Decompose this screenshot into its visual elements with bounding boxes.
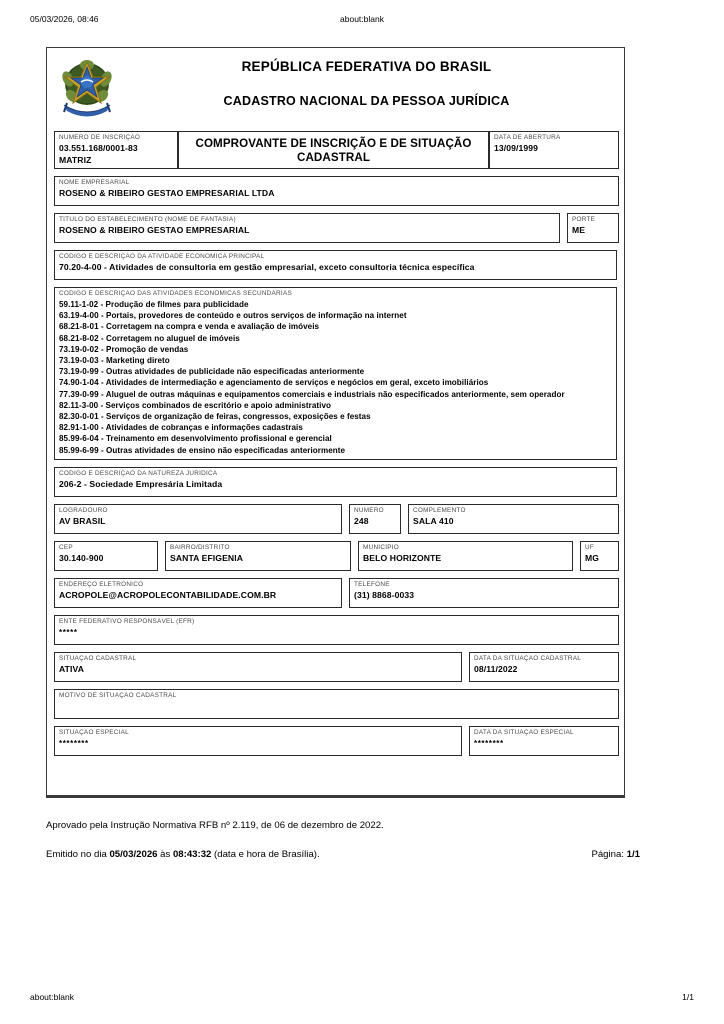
- situacao-cadastral-label: SITUAÇÃO CADASTRAL: [59, 654, 137, 662]
- atividade-secundaria-item: 82.30-0-01 - Serviços de organização de feiras, congressos, exposições e festas: [59, 412, 371, 422]
- efr-row: [54, 615, 617, 645]
- logradouro-value: AV BRASIL: [59, 515, 106, 526]
- municipio-label: MUNICÍPIO: [363, 543, 399, 551]
- data-situacao-especial-value: ********: [474, 738, 504, 748]
- field-complemento: [408, 504, 619, 534]
- atividade-principal-label: CÓDIGO E DESCRIÇÃO DA ATIVIDADE ECONÔMICA PRINCIPAL: [59, 253, 265, 260]
- natureza-juridica-value: 206-2 - Sociedade Empresária Limitada: [59, 478, 223, 489]
- legal-footer: [46, 820, 686, 863]
- nome-fantasia-value: ROSENO & RIBEIRO GESTAO EMPRESARIAL: [59, 225, 250, 235]
- atividade-secundaria-item: 73.19-0-02 - Promoção de vendas: [59, 344, 189, 354]
- situacao-cadastral-value: ATIVA: [59, 663, 85, 674]
- field-endereco-eletronico: [54, 578, 342, 608]
- issued-date: 05/03/2026: [109, 849, 158, 860]
- atividade-secundaria-item: 59.11-1-02 - Produção de filmes para publicidade: [59, 300, 249, 309]
- browser-print-header: [0, 14, 724, 28]
- issued-line: [46, 849, 686, 863]
- complemento-value: SALA 410: [413, 515, 454, 526]
- cep-row: [54, 541, 617, 571]
- atividades-secundarias-list: [59, 299, 612, 456]
- nome-empresarial-value: ROSENO & RIBEIRO GESTAO EMPRESARIAL LTDA: [59, 188, 275, 198]
- municipio-value: BELO HORIZONTE: [363, 552, 442, 563]
- logradouro-label: LOGRADOURO: [59, 506, 108, 514]
- uf-value: MG: [585, 552, 600, 563]
- page-value: 1/1: [626, 849, 640, 860]
- field-natureza-juridica: [54, 467, 617, 497]
- porte-value: ME: [572, 225, 586, 235]
- data-situacao-especial-label: DATA DA SITUAÇÃO ESPECIAL: [474, 728, 574, 736]
- motivo-situacao-label: MOTIVO DE SITUAÇÃO CADASTRAL: [59, 691, 177, 699]
- atividade-secundaria-item: 68.21-8-02 - Corretagem no aluguel de imóveis: [59, 333, 240, 343]
- numero-inscricao-value: 03.551.168/0001-83: [59, 143, 138, 153]
- natureza-juridica-row: [54, 467, 617, 497]
- brazil-coat-of-arms-icon: [61, 57, 113, 119]
- field-numero-endereco: [349, 504, 401, 534]
- atividade-secundaria-item: 74.90-1-04 - Atividades de intermediação e agenciamento de serviços e negócios em geral, exceto imobiliários: [59, 378, 489, 388]
- numero-inscricao-type: MATRIZ: [59, 155, 92, 165]
- page-label: Página:: [591, 849, 624, 860]
- nome-empresarial-row: [54, 176, 617, 206]
- issued-prefix: Emitido no dia: [46, 849, 107, 860]
- atividade-secundaria-item: 82.91-1-00 - Atividades de cobranças e informações cadastrais: [59, 423, 303, 433]
- field-municipio: [358, 541, 573, 571]
- atividades-secundarias-label: CÓDIGO E DESCRIÇÃO DAS ATIVIDADES ECONÔMICAS SECUNDÁRIAS: [59, 290, 292, 297]
- browser-print-footer: [0, 992, 724, 1006]
- field-logradouro: [54, 504, 342, 534]
- masthead-line-1: REPÚBLICA FEDERATIVA DO BRASIL: [241, 59, 492, 74]
- situacao-especial-value: ********: [59, 738, 89, 748]
- field-data-abertura: [489, 131, 619, 169]
- issued-time: 08:43:32: [172, 849, 212, 860]
- efr-label: ENTE FEDERATIVO RESPONSÁVEL (EFR): [59, 617, 195, 625]
- numero-endereco-label: NÚMERO: [354, 506, 384, 514]
- approval-text: Aprovado pela Instrução Normativa RFB nº 2.119, de 06 de dezembro de 2022.: [46, 820, 384, 831]
- complemento-label: COMPLEMENTO: [413, 506, 466, 514]
- cep-value: 30.140-900: [59, 552, 104, 563]
- contato-row: [54, 578, 617, 608]
- field-bairro: [165, 541, 351, 571]
- page-indicator: [591, 849, 640, 860]
- situacao-cadastral-row: [54, 652, 617, 682]
- nome-fantasia-row: [54, 213, 617, 243]
- field-data-situacao-especial: [469, 726, 619, 756]
- field-telefone: [349, 578, 619, 608]
- atividade-secundaria-item: 85.99-6-04 - Treinamento em desenvolvimento profissional e gerencial: [59, 434, 332, 444]
- situacao-especial-label: SITUAÇÃO ESPECIAL: [59, 728, 129, 736]
- uf-label: UF: [585, 543, 595, 551]
- efr-value: *****: [59, 627, 78, 637]
- header-row: [54, 131, 617, 169]
- field-situacao-especial: [54, 726, 462, 756]
- cep-label: CEP: [59, 543, 73, 551]
- endereco-eletronico-label: ENDEREÇO ELETRÔNICO: [59, 580, 144, 588]
- atividade-secundaria-item: 73.19-0-03 - Marketing direto: [59, 356, 170, 366]
- nome-empresarial-label: NOME EMPRESARIAL: [59, 179, 130, 186]
- field-nome-fantasia: [54, 213, 560, 243]
- field-situacao-cadastral: [54, 652, 462, 682]
- field-efr: [54, 615, 619, 645]
- data-situacao-cadastral-label: DATA DA SITUAÇÃO CADASTRAL: [474, 654, 582, 662]
- field-uf: [580, 541, 619, 571]
- telefone-label: TELEFONE: [354, 580, 390, 588]
- atividade-secundaria-item: 68.21-8-01 - Corretagem na compra e venda e avaliação de imóveis: [59, 322, 320, 332]
- atividade-secundaria-item: 85.99-6-99 - Outras atividades de ensino não especificadas anteriormente: [59, 445, 346, 455]
- print-header-date: 05/03/2026, 08:46: [30, 14, 99, 24]
- document-title: COMPROVANTE DE INSCRIÇÃO E DE SITUAÇÃO CADASTRAL: [195, 137, 472, 164]
- numero-endereco-value: 248: [354, 515, 369, 526]
- masthead-line-2: CADASTRO NACIONAL DA PESSOA JURÍDICA: [223, 94, 510, 108]
- field-atividade-principal: [54, 250, 617, 280]
- print-footer-url: about:blank: [30, 992, 74, 1002]
- issued-mid: às: [160, 849, 171, 860]
- atividades-secundarias-row: [54, 287, 617, 460]
- atividade-secundaria-item: 82.11-3-00 - Serviços combinados de escritório e apoio administrativo: [59, 400, 331, 410]
- porte-label: PORTE: [572, 216, 596, 223]
- document-title-box: [178, 131, 489, 169]
- data-situacao-cadastral-value: 08/11/2022: [474, 663, 518, 674]
- data-abertura-label: DATA DE ABERTURA: [494, 134, 561, 141]
- situacao-especial-row: [54, 726, 617, 756]
- bairro-value: SANTA EFIGENIA: [170, 552, 244, 563]
- field-numero-inscricao: [54, 131, 178, 169]
- atividade-secundaria-item: 73.19-0-99 - Outras atividades de publicidade não especificadas anteriormente: [59, 367, 365, 377]
- natureza-juridica-label: CÓDIGO E DESCRIÇÃO DA NATUREZA JURÍDICA: [59, 469, 218, 477]
- numero-inscricao-label: NÚMERO DE INSCRIÇÃO: [59, 134, 141, 141]
- atividade-secundaria-item: 63.19-4-00 - Portais, provedores de conteúdo e outros serviços de informação na internet: [59, 311, 407, 321]
- cnpj-certificate: [46, 47, 625, 798]
- data-abertura-value: 13/09/1999: [494, 143, 539, 153]
- field-porte: [567, 213, 619, 243]
- field-atividades-secundarias: [54, 287, 617, 460]
- print-footer-page: 1/1: [682, 992, 694, 1002]
- atividade-secundaria-item: 77.39-0-99 - Aluguel de outras máquinas e equipamentos comerciais e industriais não especificados anteriormente, sem operador: [59, 389, 565, 399]
- masthead: [47, 48, 624, 131]
- field-cep: [54, 541, 158, 571]
- logradouro-row: [54, 504, 617, 534]
- atividade-principal-row: [54, 250, 617, 280]
- motivo-row: [54, 689, 617, 719]
- nome-fantasia-label: TÍTULO DO ESTABELECIMENTO (NOME DE FANTASIA): [59, 216, 236, 223]
- endereco-eletronico-value: ACROPOLE@ACROPOLECONTABILIDADE.COM.BR: [59, 589, 277, 600]
- telefone-value: (31) 8868-0033: [354, 589, 415, 600]
- print-header-url: about:blank: [340, 14, 384, 24]
- bairro-label: BAIRRO/DISTRITO: [170, 543, 230, 551]
- atividade-principal-value: 70.20-4-00 - Atividades de consultoria em gestão empresarial, exceto consultoria técnica específica: [59, 262, 475, 272]
- issued-suffix: (data e hora de Brasília).: [214, 849, 320, 860]
- field-nome-empresarial: [54, 176, 619, 206]
- field-motivo-situacao: [54, 689, 619, 719]
- field-data-situacao-cadastral: [469, 652, 619, 682]
